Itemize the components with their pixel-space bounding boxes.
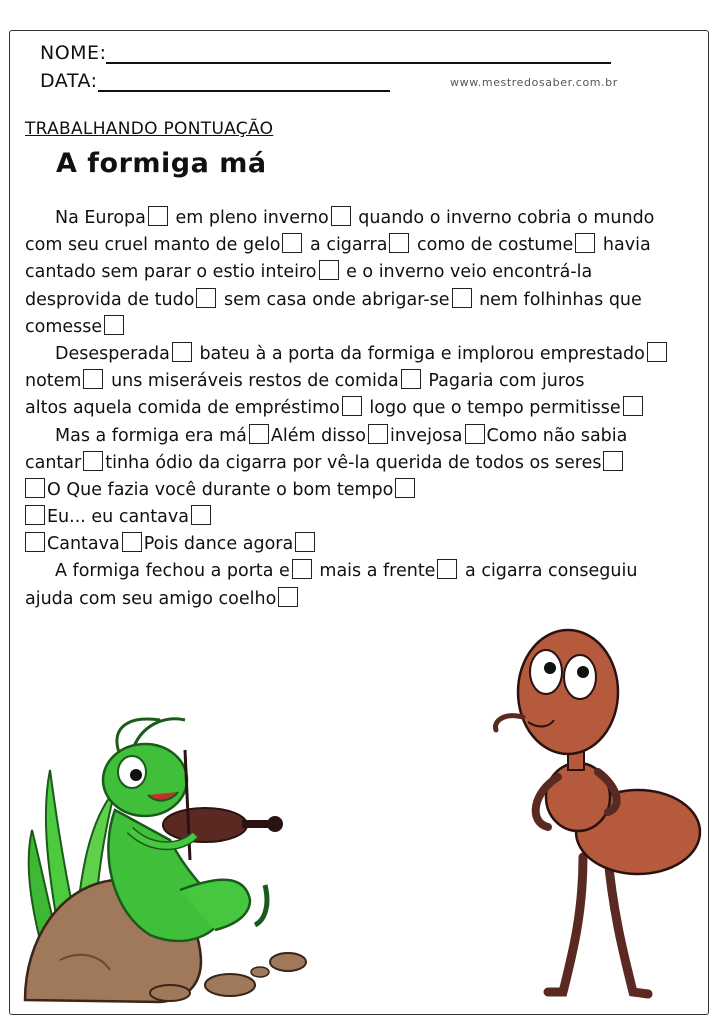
punctuation-box[interactable]: [368, 424, 388, 444]
punctuation-box[interactable]: [83, 451, 103, 471]
story-line: altos aquela comida de empréstimo logo que o tempo permitisse: [25, 395, 715, 422]
punctuation-box[interactable]: [395, 478, 415, 498]
punctuation-box[interactable]: [389, 233, 409, 253]
punctuation-box[interactable]: [172, 342, 192, 362]
punctuation-box[interactable]: [575, 233, 595, 253]
punctuation-box[interactable]: [25, 478, 45, 498]
story-line: notem uns miseráveis restos de comida Pagaria com juros: [25, 371, 585, 392]
punctuation-box[interactable]: [295, 532, 315, 552]
punctuation-box[interactable]: [249, 424, 269, 444]
story-line: Na Europa em pleno inverno quando o inverno cobria o mundo: [55, 208, 655, 228]
story-line: Cantava Pois dance agora: [25, 531, 715, 558]
date-field: [40, 70, 390, 92]
punctuation-box[interactable]: [122, 532, 142, 552]
punctuation-box[interactable]: [319, 260, 339, 280]
punctuation-box[interactable]: [647, 342, 667, 362]
punctuation-box[interactable]: [148, 206, 168, 226]
punctuation-box[interactable]: [342, 396, 362, 416]
punctuation-box[interactable]: [83, 369, 103, 389]
website-url: www.mestredosaber.com.br: [450, 76, 618, 89]
story-title: A formiga má: [56, 148, 267, 179]
punctuation-box[interactable]: [331, 206, 351, 226]
story-text: [25, 205, 715, 613]
story-line: Eu... eu cantava: [25, 504, 715, 531]
story-line: O Que fazia você durante o bom tempo: [25, 477, 715, 504]
punctuation-box[interactable]: [437, 559, 457, 579]
subject-heading: TRABALHANDO PONTUAÇÃO: [25, 119, 274, 139]
date-label: DATA:: [40, 70, 98, 92]
punctuation-box[interactable]: [196, 288, 216, 308]
date-line[interactable]: [98, 72, 390, 92]
story-line: Desesperada bateu à a porta da formiga e implorou emprestado: [25, 341, 715, 368]
punctuation-box[interactable]: [292, 559, 312, 579]
punctuation-box[interactable]: [104, 315, 124, 335]
punctuation-box[interactable]: [452, 288, 472, 308]
story-line: ajuda com seu amigo coelho: [25, 586, 715, 613]
name-field: [40, 42, 611, 64]
punctuation-box[interactable]: [623, 396, 643, 416]
name-line[interactable]: [106, 44, 611, 64]
punctuation-box[interactable]: [401, 369, 421, 389]
punctuation-box[interactable]: [465, 424, 485, 444]
name-label: NOME:: [40, 42, 107, 64]
punctuation-box[interactable]: [278, 587, 298, 607]
grasshopper-violin-illustration: [20, 700, 320, 1010]
ant-illustration: [488, 622, 713, 1007]
punctuation-box[interactable]: [603, 451, 623, 471]
story-line: Mas a formiga era má Além disso invejosa Como não sabia: [55, 425, 628, 446]
punctuation-box[interactable]: [191, 505, 211, 525]
story-line: comesse: [25, 314, 715, 341]
story-line: cantado sem parar o estio inteiro e o inverno veio encontrá-la: [25, 262, 593, 283]
story-line: A formiga fechou a porta e mais a frente a cigarra conseguiu: [55, 561, 638, 582]
story-line: cantar tinha ódio da cigarra por vê-la querida de todos os seres: [25, 450, 715, 477]
story-line: desprovida de tudo sem casa onde abrigar-se nem folhinhas que: [25, 289, 642, 310]
punctuation-box[interactable]: [25, 532, 45, 552]
punctuation-box[interactable]: [25, 505, 45, 525]
story-line: com seu cruel manto de gelo a cigarra como de costume havia: [25, 235, 651, 256]
punctuation-box[interactable]: [282, 233, 302, 253]
